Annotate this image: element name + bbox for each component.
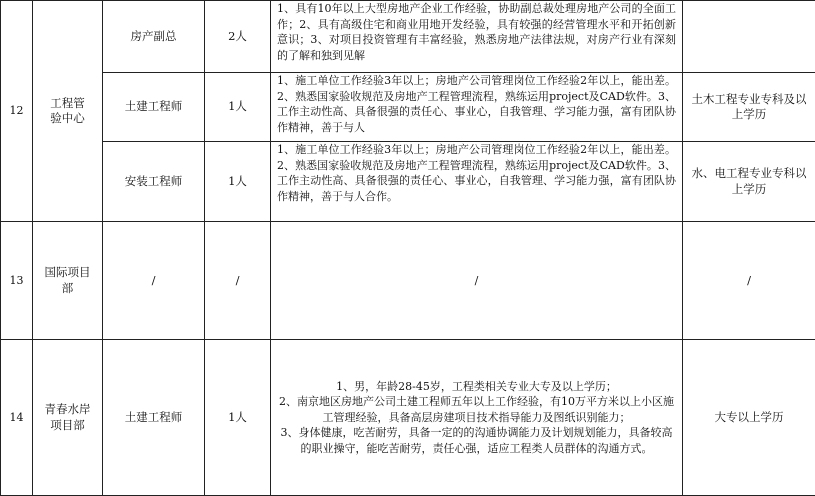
department-name: 国际项目部 [45, 265, 91, 296]
position-cell: / [103, 222, 205, 340]
requirement-cell [683, 1, 815, 73]
row-number: 14 [1, 340, 33, 496]
table-row [1, 142, 815, 222]
duty-line: 2、南京地区房地产公司土建工程师五年以上工作经验，有10万平方米以上小区施工管理经验，具备高层房建项目技术指导能力及图纸识别能力； [277, 394, 676, 425]
department-name: 青春水岸项目部 [45, 402, 91, 433]
requirement-cell [683, 73, 815, 142]
department-name: 工程管验中心 [46, 96, 90, 127]
headcount-cell: 2人 [205, 1, 271, 73]
department-cell [33, 222, 103, 340]
headcount-cell: / [205, 222, 271, 340]
duty-cell: 1、具有10年以上大型房地产企业工作经验，协助副总裁处理房地产公司的全面工作；2、具有高级住宅和商业用地开发经验，具有较强的经营管理水平和开拓创新意识；3、对项目投资管理有丰富经验，熟悉房地产法律法规，对房产行业有深刻的了解和独到见解 [271, 1, 683, 73]
position-cell: 土建工程师 [103, 73, 205, 142]
table-row [1, 1, 815, 73]
duty-cell: 1、施工单位工作经验3年以上；房地产公司管理岗位工作经验2年以上，能出差。2、熟悉国家验收规范及房地产工程管理流程，熟练运用project及CAD软件。3、工作主动性高、具备很强的责任心、事业心，自我管理、学习能力强，富有团队协作精神，善于与人 [271, 73, 683, 142]
table-row [1, 340, 815, 496]
duty-cell [271, 340, 683, 496]
headcount-cell: 1人 [205, 142, 271, 222]
department-cell [33, 1, 103, 222]
duty-cell: / [271, 222, 683, 340]
duty-cell: 1、施工单位工作经验3年以上；房地产公司管理岗位工作经验2年以上，能出差。2、熟悉国家验收规范及房地产工程管理流程，熟练运用project及CAD软件。3、工作主动性高、具备很强的责任心、事业心，自我管理、学习能力强，富有团队协作精神，善于与人合作。 [271, 142, 683, 222]
duty-line: 1、男，年龄28-45岁，工程类相关专业大专及以上学历； [277, 379, 676, 395]
position-cell: 安装工程师 [103, 142, 205, 222]
headcount-cell: 1人 [205, 73, 271, 142]
requirement-text: 水、电工程专业专科以上学历 [687, 166, 811, 197]
row-number: 13 [1, 222, 33, 340]
department-cell [33, 340, 103, 496]
position-cell: 房产副总 [103, 1, 205, 73]
position-cell: 土建工程师 [103, 340, 205, 496]
table-row [1, 222, 815, 340]
headcount-cell: 1人 [205, 340, 271, 496]
row-number: 12 [1, 1, 33, 222]
requirement-cell: / [683, 222, 815, 340]
requirement-cell: 大专以上学历 [683, 340, 815, 496]
duty-line: 3、身体健康，吃苦耐劳，具备一定的的沟通协调能力及计划规划能力，具备较高的职业操守，能吃苦耐劳，责任心强，适应工程类人员群体的沟通方式。 [277, 425, 676, 456]
requirement-text: 土木工程专业专科及以上学历 [687, 92, 811, 123]
requirement-cell [683, 142, 815, 222]
table-row [1, 73, 815, 142]
